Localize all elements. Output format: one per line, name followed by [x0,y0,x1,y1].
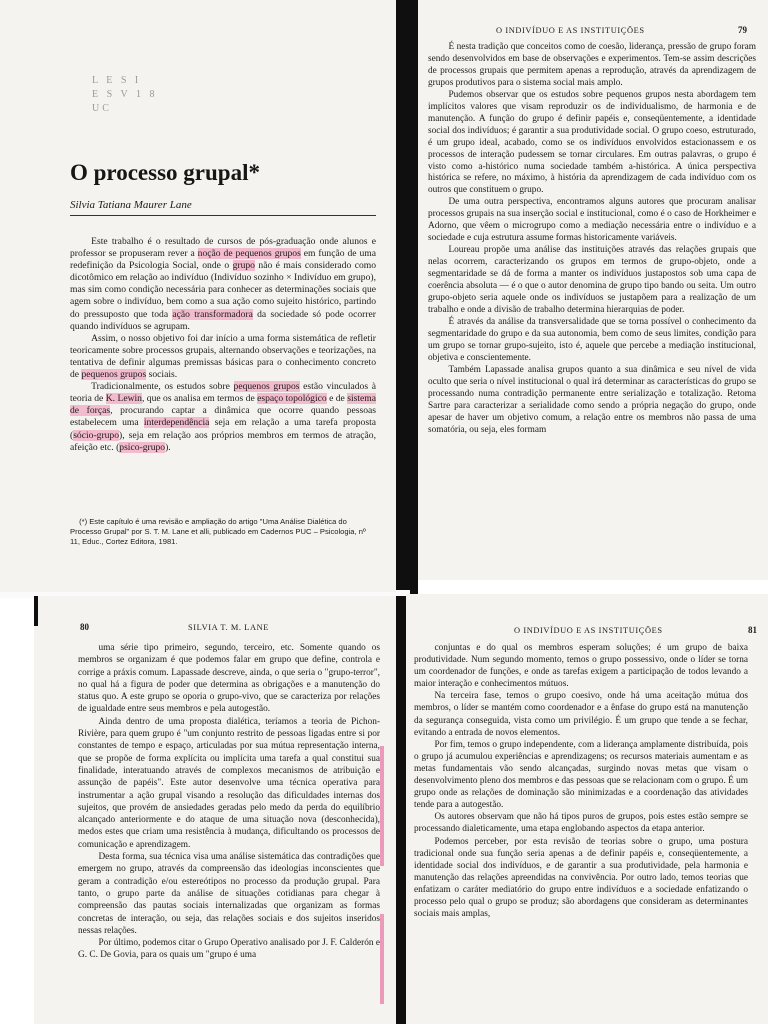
page-79 [418,0,768,580]
paragraph: conjuntas e do qual os membros esperam soluções; é um grupo de baixa produtividade. Num segundo momento, temos o grupo possessivo, onde o líder se torna um coordenador de funções, e onde as tarefas exigem a participação de todos levando a maior interação e conhecimentos mútuos. [414,643,748,690]
page-81 [406,594,768,1024]
page-number: 80 [80,622,89,632]
footnote: (*) Este capítulo é uma revisão e ampliação do artigo "Uma Análise Dialética do Processo Grupal" por S. T. M. Lane et alli, publicado em Cadernos PUC – Psicologia, nº 11, Educ., Cortez Editora, 1981. [70,517,366,546]
title-rule [70,215,376,216]
running-header: SILVIA T. M. LANE [188,623,269,632]
page-80 [34,596,396,1024]
page-body [78,642,380,962]
running-header: O INDIVÍDUO E AS INSTITUIÇÕES [496,26,645,35]
paragraph: Por último, podemos citar o Grupo Operativo analisado por J. F. Calderón e G. C. De Govia, para os quais um "grupo é uma [78,938,380,961]
paragraph: Este trabalho é o resultado de cursos de pós-graduação onde alunos e professor se propuseram rever a noção de pequenos grupos em função de uma redefinição da Psicologia Social, onde o grupo não é mais considerado como dicotômico em relação ao indivíduo (Indivíduo sozinho × Indivíduo em grupo), mas sim como condição necessária para conhecer as determinações sociais que agem sobre o indivíduo, bem como a sua ação como sujeito histórico, partindo do pressuposto que toda ação transformadora da sociedade só pode ocorrer quando indivíduos se agrupam. [70,236,377,332]
page-body [428,42,756,436]
margin-highlight [380,914,384,1004]
paragraph: Pudemos observar que os estudos sobre pequenos grupos nesta abordagem tem implícitos valores que visam reproduzir os de individualismo, de harmonia e de manutenção. A função do grupo é definir papéis e, conseqüentemente, a identidade social dos indivíduos; é garantir a sua produtividade social. O grupo coeso, estruturado, é um grupo ideal, acabado, como se os indivíduos envolvidos estacionassem e os processos de interação pudessem se tornar circulares. Em outras palavras, o grupo é visto como a-histórico numa sociedade também a-histórica. A única perspectiva histórica se refere, no máximo, à história da aprendizagem de cada indivíduo com os outros que constituem o grupo. [428,89,756,196]
paragraph: É através da análise da transversalidade que se torna possível o conhecimento da segmentaridade do grupo e da sua autonomia, bem como de seus limites, condição para um grupo se tornar grupo-sujeito, isto é, aquele que percebe a mediação institucional, objetiva e conscientemente. [428,316,756,363]
chapter-title: O processo grupal* [70,160,260,185]
paragraph: Assim, o nosso objetivo foi dar início a uma forma sistemática de refletir teoricamente sobre processos grupais, alternando observações e teorizações, na tentativa de definir algumas premissas básicas para o conhecimento concreto de pequenos grupos sociais. [70,332,376,381]
paragraph: É nesta tradição que conceitos como de coesão, liderança, pressão de grupo foram sendo desenvolvidos em base de observações e experimentos. Tem-se assim descrições de processos grupais que permitem apenas a reprodução, através da aprendizagem de grupos produtivos para o sistema social mais amplo. [428,42,756,88]
paragraph: Os autores observam que não há tipos puros de grupos, pois estes estão sempre se processando dialeticamente, uma etapa englobando aspectos da etapa anterior. [414,812,748,835]
running-header: O INDIVÍDUO E AS INSTITUIÇÕES [514,626,663,635]
page-number: 81 [748,625,757,635]
paragraph: Também Lapassade analisa grupos quanto a sua dinâmica e seu nível de vida oculto que seria o nível institucional o qual irá determinar as características do grupo se processando numa contradição permanente entre serialização e totalização. Retoma Sartre para caracterizar a serialidade como sendo a própria negação do grupo, onde apesar de haver um objetivo comum, a relação entre os membros não passa de uma somatória, ou seja, eles formam [428,364,756,435]
paragraph: Ainda dentro de uma proposta dialética, teríamos a teoria de Pichon-Rivière, para quem grupo é "um conjunto restrito de pessoas ligadas entre si por constantes de tempo e espaço, articuladas por sua mútua representação interna, que se propõe de forma explícita ou implícita uma tarefa a qual constitui sua finalidade, interatuando através de complexos mecanismos de atribuição e assunção de papéis". Este autor desenvolve uma técnica operativa para instrumentar a ação grupal visando a resolução das dificuldades internas dos sujeitos, que provém de ansiedades geradas pelo medo da perda do equilíbrio alcançado anteriormente e do ataque de uma situação nova (desconhecida), medos estes que criam uma resistência à mudança, dificultando os processos de comunicação e aprendizagem. [78,716,380,850]
paragraph: Podemos perceber, por esta revisão de teorias sobre o grupo, uma postura tradicional onde sua função seria apenas a de definir papéis e, conseqüentemente, a identidade social dos indivíduos, e de garantir a sua produtividade, pela harmonia e manutenção das relações apreendidas na convivência. Por outro lado, temos teorias que enfatizam o caráter mediatório do grupo entre indivíduos e a sociedade enfatizando o processo pelo qual o grupo se produz; são abordagens que consideram as determinantes sociais mais amplas, [414,836,748,920]
page-title-chapter [0,0,396,592]
paragraph: Loureau propõe uma análise das instituições através das relações grupais que nelas ocorrem, caracterizando os grupos em termos de grupo-objeto, onde a segmentaridade se dá de forma a manter os indivíduos justapostos sob uma capa de coerência absoluta — é o que o autor denomina de grupo tipo bando ou seita. Um outro grupo-objeto seria aquele onde os indivíduos se justapõem para a realização de um trabalho e onde a divisão de trabalho determina hierarquias de poder. [428,245,756,315]
paragraph: Por fim, temos o grupo independente, com a liderança amplamente distribuída, pois o grupo já acumulou experiências e aprendizagens; os recursos materiais aumentam e as metas fundamentais vão sendo alcançadas, surgindo novas metas que visam o desenvolvimento pleno dos membros e das pessoas que se relacionam com o grupo. É um grupo onde as relações de dominação são minimizadas e a coordenação das atividades tende para a autogestão. [414,739,748,811]
library-stamp: L E S I E S V 1 8 UC [92,75,158,114]
paragraph: Na terceira fase, temos o grupo coesivo, onde há uma aceitação mútua dos membros, o líder se mantém como coordenador e a ênfase do grupo está na manutenção da segurança conseguida, vista como um privilégio. É um grupo que tende a se fechar, evitando a entrada de novos elementos. [414,691,748,738]
page-number: 79 [738,25,747,35]
paragraph: uma série tipo primeiro, segundo, terceiro, etc. Somente quando os membros se organizam é que podemos falar em grupo que define, controla e corrige a práxis comum. Lapassade descreve, ainda, o que seria o "grupo-terror", no qual há a figura de poder que determina as obrigações e a manutenção do status quo. A este grupo se oporia o grupo-vivo, que se caracteriza por relações de igualdade entre seus membros e pela autogestão. [78,643,380,715]
page-body [414,642,748,920]
margin-highlight [380,746,384,866]
paragraph: Desta forma, sua técnica visa uma análise sistemática das contradições que emergem no grupo, através da compreensão das ideologias inconscientes que geram a contradição e/ou estereótipos no processo da produção grupal. Para tanto, o grupo parte da análise de situações cotidianas para chegar à compreensão das pautas sociais internalizadas que organizam as formas concretas de interação, ou seja, das relações sociais e dos sujeitos inseridos nessas relações. [78,852,380,936]
chapter-body [70,236,376,454]
chapter-author: Silvia Tatiana Maurer Lane [70,199,192,211]
paragraph: Tradicionalmente, os estudos sobre pequenos grupos estão vinculados à teoria de K. Lewin, que os analisa em termos de espaço topológico e de sistema de forças, procurando captar a dinâmica que ocorre quando pessoas estabelecem uma interdependência seja em relação a uma tarefa proposta (sócio-grupo), seja em relação aos próprios membros em termos de atração, afeição etc. (psico-grupo). [70,381,377,453]
paragraph: De uma outra perspectiva, encontramos alguns autores que procuram analisar processos grupais na sua inserção social e institucional, como é o caso de Horkheimer e Adorno, que vêem o microgrupo como a mediação necessária entre o indivíduo e a sociedade e cuja estrutura assume formas historicamente variáveis. [428,197,756,244]
scan-gutter [396,0,418,596]
scan-edge [34,596,38,626]
